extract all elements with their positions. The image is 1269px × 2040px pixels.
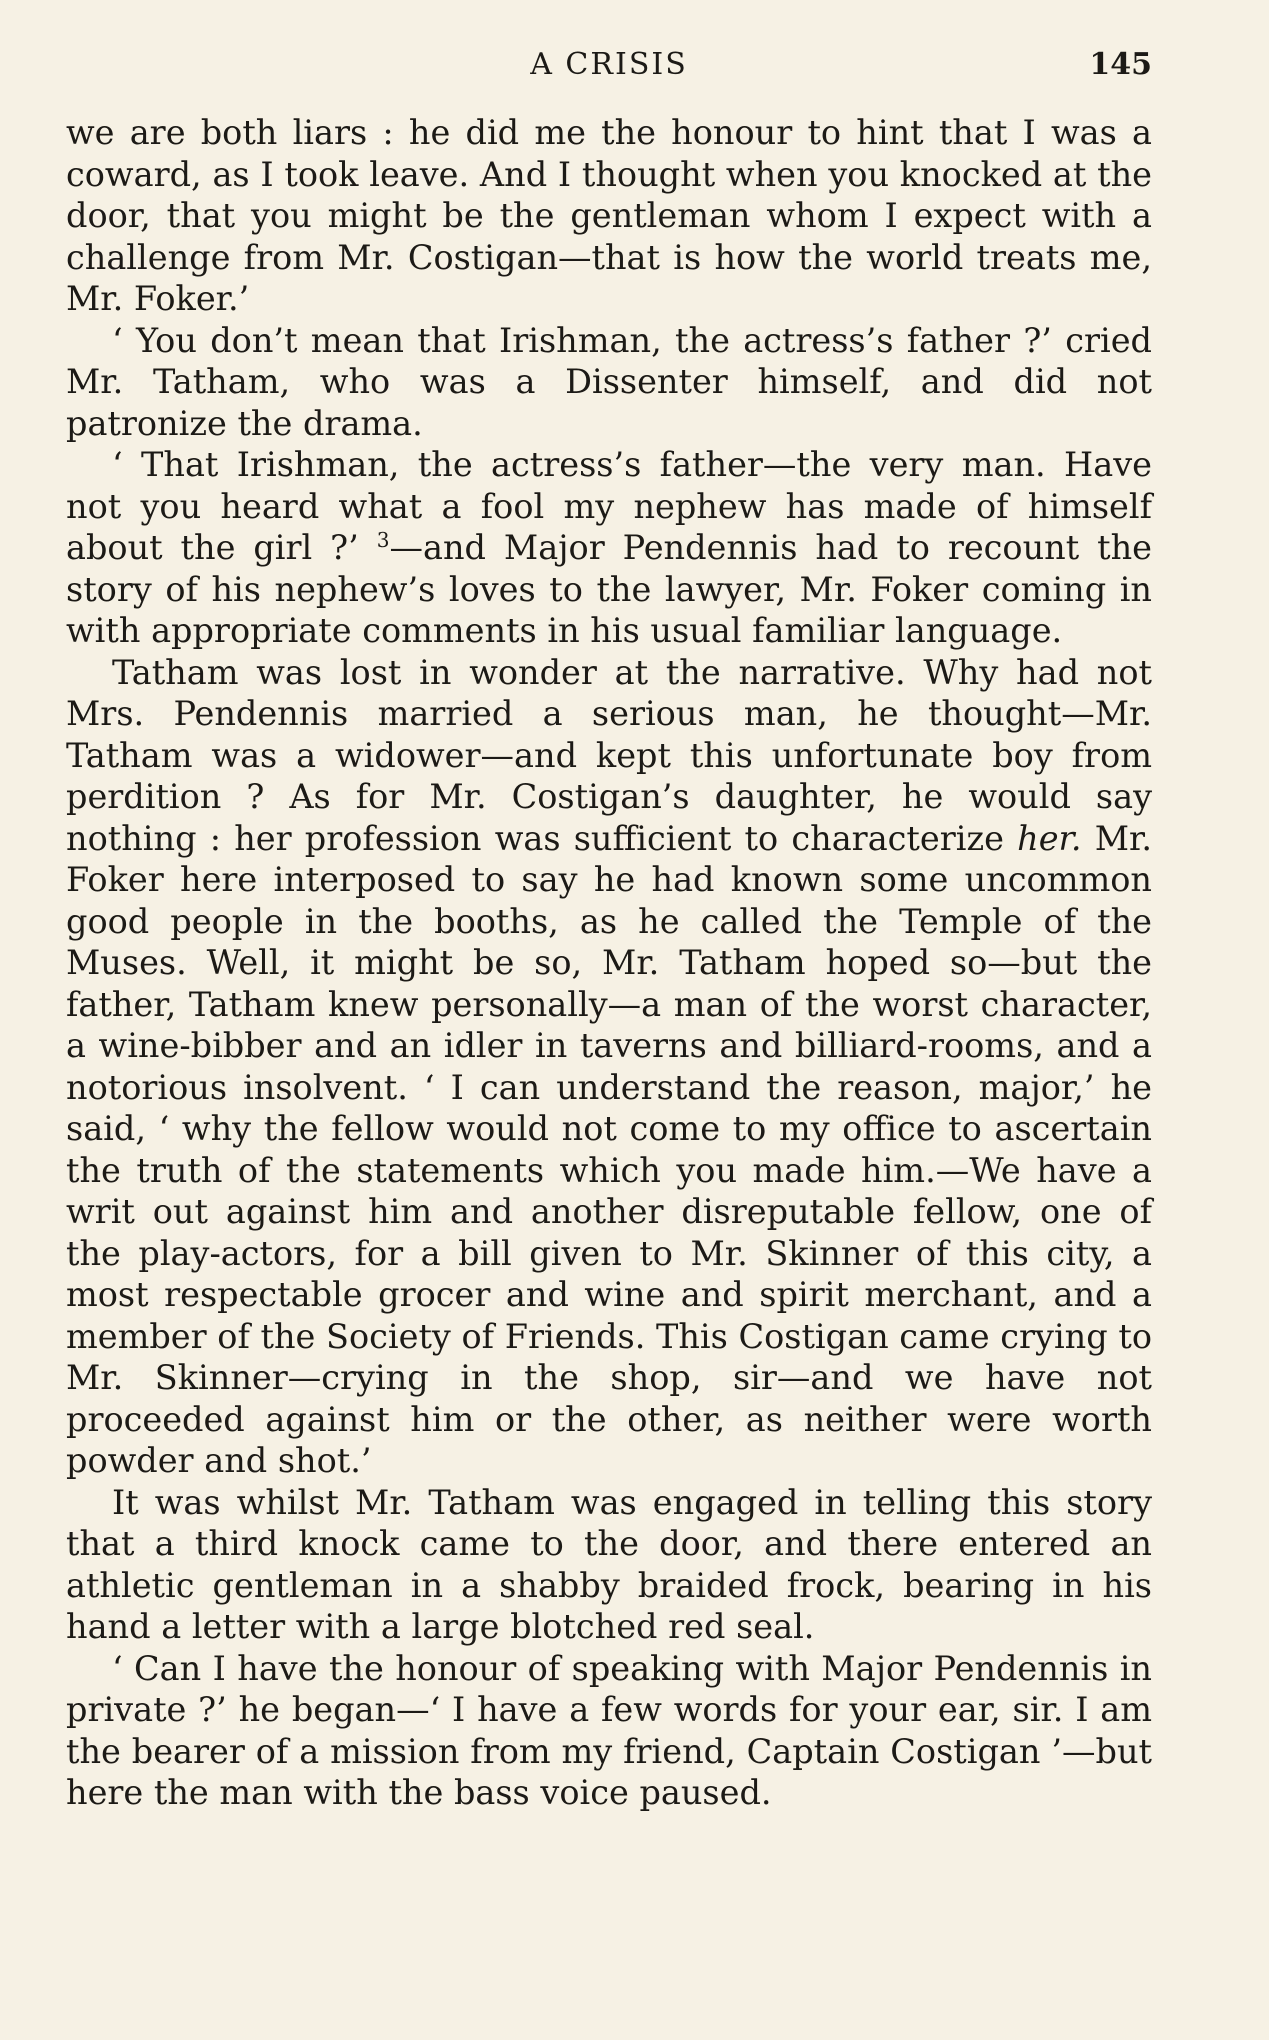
body-text [66,112,1152,1814]
paragraph-4-text-b: Mr. Foker here interposed to say he had known some uncommon good people in the booths, as he called the Temple of the Muses. Well, it might be so, Mr. Tatham hoped so—but the father, Tatham knew personally—a man of the worst character, a wine-bibber and an idler in taverns and billiard-rooms, and a notorious insolvent. ‘ I can understand the reason, major,’ he said, ‘ why the fellow would not come to my office to ascertain the truth of the statements which you made him.—We have a writ out against him and another disreputable fellow, one of the play-actors, for a bill given to Mr. Skinner of this city, a most respectable grocer and wine and spirit merchant, and a member of the Society of Friends. This Costigan came crying to Mr. Skinner—crying in the shop, sir—and we have not proceeded against him or the other, as neither were worth powder and shot.’ [66,818,1152,1480]
paragraph-3-text-a: ‘ That Irishman, the actress’s father—the very man. Have not you heard what a fool my nephew has made of himself about the girl ?’ [66,445,1152,567]
paragraph-3-text-b: —and Major Pendennis had to recount the story of his nephew’s loves to the lawyer, Mr. Foker coming in with appropriate comments in his usual familiar language. [66,528,1152,650]
paragraph-2: ‘ You don’t mean that Irishman, the actress’s father ?’ cried Mr. Tatham, who was a Dissenter himself, and did not patronize the drama. [66,320,1152,443]
paragraph-4 [66,652,1152,1482]
paragraph-4-text-a: Tatham was lost in wonder at the narrative. Why had not Mrs. Pendennis married a serious man, he thought—Mr. Tatham was a widower—and kept this unfortunate boy from perdition ? As for Mr. Costigan’s daughter, he would say nothing : her profession was sufficient to characterize [66,652,1152,858]
italic-word: her. [1017,818,1082,858]
paragraph-5: It was whilst Mr. Tatham was engaged in telling this story that a third knock came to the door, and there entered an athletic gentleman in a shabby braided frock, bearing in his hand a letter with a large blotched red seal. [66,1482,1152,1646]
footnote-marker: 3 [376,527,390,552]
paragraph-3 [66,444,1152,652]
page-header [66,40,1152,90]
page-number: 145 [1089,47,1152,82]
paragraph-6: ‘ Can I have the honour of speaking with Major Pendennis in private ?’ he began—‘ I have a few words for your ear, sir. I am the bearer of a mission from my friend, Captain Costigan ’—but here the man with the bass voice paused. [66,1648,1152,1812]
running-title: A CRISIS [530,47,688,82]
paragraph-1: we are both liars : he did me the honour to hint that I was a coward, as I took leave. And I thought when you knocked at the door, that you might be the gentleman whom I expect with a challenge from Mr. Costigan—that is how the world treats me, Mr. Foker.’ [66,113,1152,318]
